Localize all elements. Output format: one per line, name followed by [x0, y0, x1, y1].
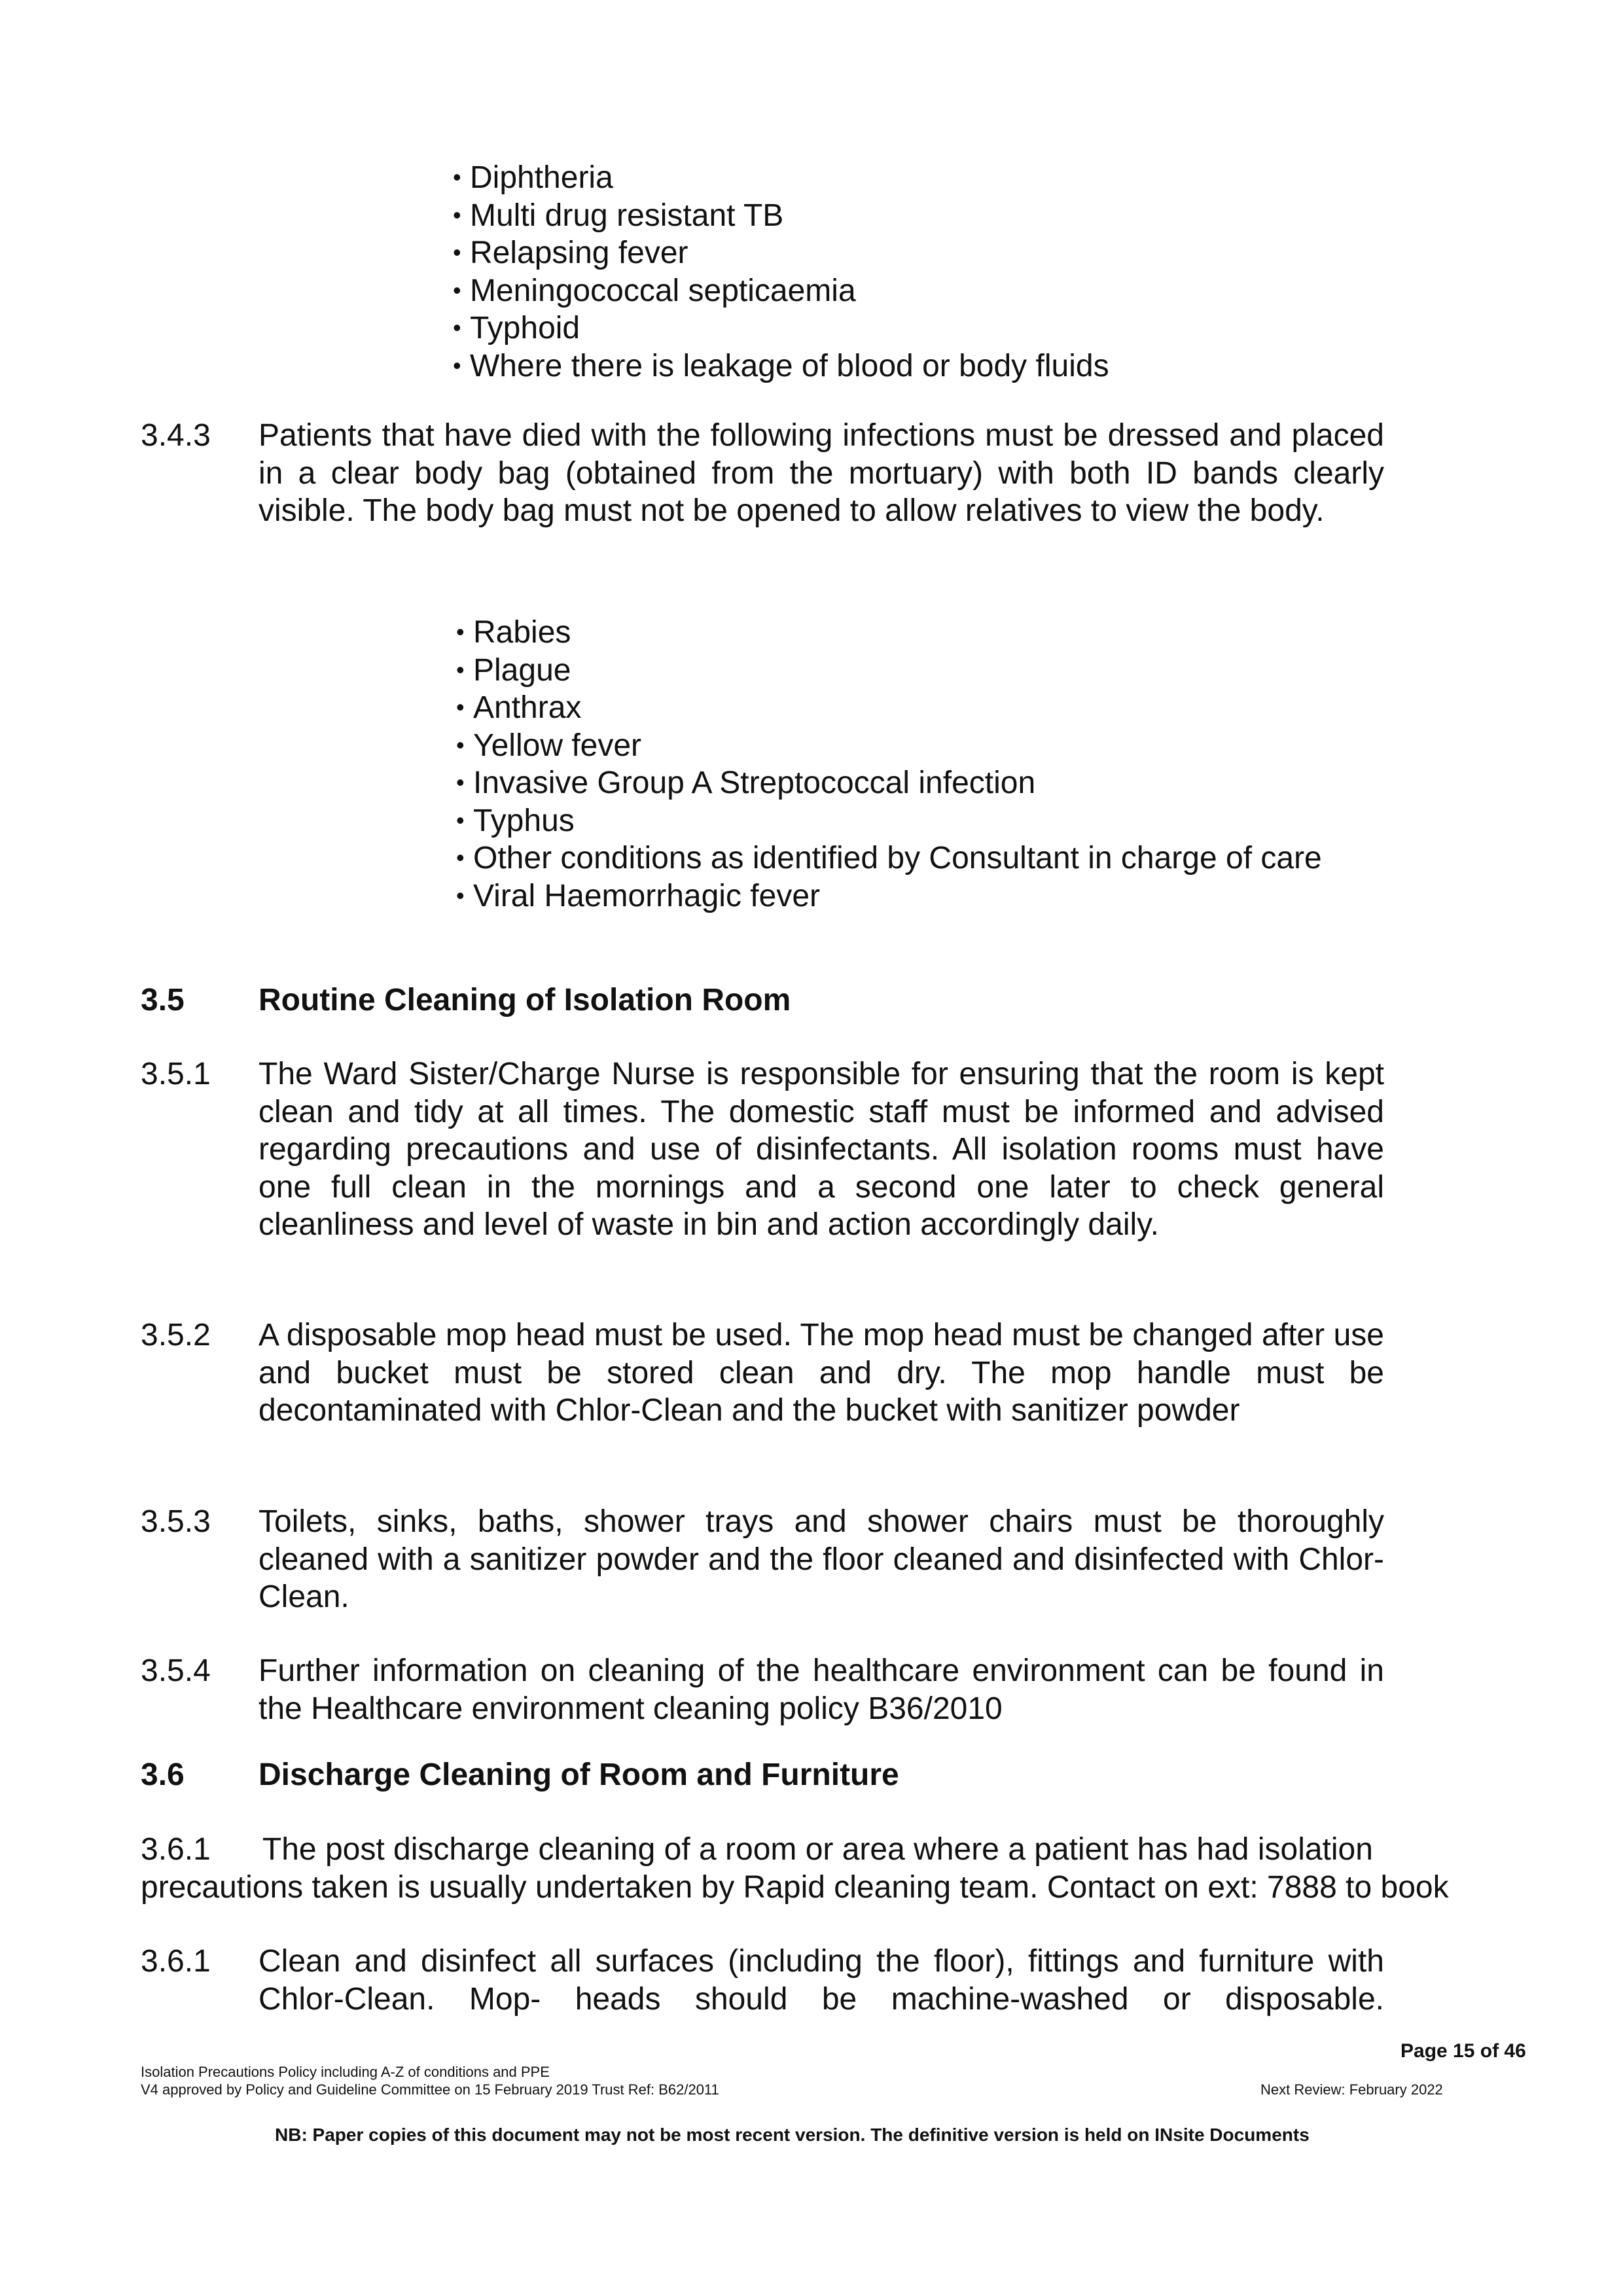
- section-number: 3.6: [141, 1757, 185, 1792]
- list-item: • Typhoid: [453, 311, 580, 345]
- bullet-icon: •: [453, 351, 461, 379]
- paragraph-text: The Ward Sister/Charge Nurse is responsible for ensuring that the room is kept clean and tidy at all times. The domestic staff must be informed and advised regarding precautions and use of disinfectants. All isolation rooms must have one full clean in the mornings and a second one later to check general cleanliness and level of waste in bin and action accordingly daily.: [259, 1057, 1384, 1242]
- paragraph-line: 3.6.1 The post discharge cleaning of a room or area where a patient has had isolation: [141, 1832, 1373, 1867]
- bullet-icon: •: [456, 694, 465, 720]
- approval-info: V4 approved by Policy and Guideline Committee on 15 February 2019 Trust Ref: B62/2011: [141, 2081, 719, 2098]
- section-number: 3.5: [141, 983, 185, 1017]
- list-item: • Typhus: [456, 803, 575, 838]
- section-number: 3.6.1: [141, 1944, 211, 1979]
- infection-list: [456, 614, 1322, 915]
- paper-copy-notice: NB: Paper copies of this document may not be most recent version. The definitive version is held on INsite Documents: [275, 2125, 1310, 2145]
- bullet-icon: •: [453, 239, 461, 266]
- condition-list-top: [453, 159, 1109, 385]
- page-number: Page 15 of 46: [1400, 2040, 1526, 2062]
- bullet-icon: •: [456, 844, 465, 871]
- section-number: 3.5.4: [141, 1653, 211, 1688]
- paragraph-text: Clean and disinfect all surfaces (including the floor), fittings and furniture with Chlor-Clean. Mop- heads should be machine-washed or disposable.: [259, 1944, 1384, 2017]
- section-number: 3.4.3: [141, 418, 211, 453]
- list-item: • Relapsing fever: [453, 236, 688, 270]
- section-title: Discharge Cleaning of Room and Furniture: [259, 1757, 899, 1792]
- list-item: • Rabies: [456, 615, 571, 650]
- list-item: • Plague: [456, 652, 571, 688]
- list-item: • Anthrax: [456, 690, 582, 725]
- paragraph-text: Toilets, sinks, baths, shower trays and shower chairs must be thoroughly cleaned with a sanitizer powder and the floor cleaned and disinfected with Chlor-Clean.: [259, 1504, 1384, 1614]
- section-title: Routine Cleaning of Isolation Room: [259, 983, 791, 1017]
- paragraph-line: precautions taken is usually undertaken by Rapid cleaning team. Contact on ext: 7888 to book: [141, 1869, 1449, 1905]
- bullet-icon: •: [453, 276, 461, 304]
- paragraph-text: Further information on cleaning of the healthcare environment can be found in the Healthcare environment cleaning policy B36/2010: [259, 1653, 1384, 1726]
- bullet-icon: •: [453, 314, 461, 341]
- document-title: Isolation Precautions Policy including A-Z of conditions and PPE: [141, 2064, 550, 2080]
- bullet-icon: •: [456, 731, 465, 758]
- list-item: • Yellow fever: [456, 728, 642, 763]
- paragraph-3-6-1-discharge: [141, 1831, 1515, 1906]
- list-item: • Other conditions as identified by Consultant in charge of care: [456, 841, 1322, 875]
- bullet-icon: •: [456, 881, 465, 909]
- bullet-icon: •: [456, 656, 465, 683]
- paragraph-text: Patients that have died with the following infections must be dressed and placed in a clear body bag (obtained from the mortuary) with both ID bands clearly visible. The body bag must not be opened to allow relatives to view the body.: [259, 418, 1384, 528]
- section-number: 3.5.2: [141, 1318, 211, 1352]
- list-item: • Diphtheria: [453, 160, 613, 195]
- section-number: 3.5.1: [141, 1057, 211, 1091]
- section-number: 3.5.3: [141, 1504, 211, 1539]
- list-item: • Multi drug resistant TB: [453, 198, 784, 233]
- list-item: • Invasive Group A Streptococcal infection: [456, 766, 1036, 800]
- paragraph-text: A disposable mop head must be used. The mop head must be changed after use and bucket must be stored clean and dry. The mop handle must be decontaminated with Chlor-Clean and the bucket with sanitizer powder: [259, 1318, 1384, 1428]
- list-item: • Where there is leakage of blood or body fluids: [453, 348, 1109, 383]
- list-item: • Viral Haemorrhagic fever: [456, 878, 820, 913]
- list-item: • Meningococcal septicaemia: [453, 273, 856, 308]
- bullet-icon: •: [453, 201, 461, 228]
- bullet-icon: •: [456, 618, 465, 645]
- bullet-icon: •: [456, 806, 465, 834]
- next-review: Next Review: February 2022: [1260, 2081, 1443, 2098]
- bullet-icon: •: [453, 164, 461, 190]
- bullet-icon: •: [456, 769, 465, 796]
